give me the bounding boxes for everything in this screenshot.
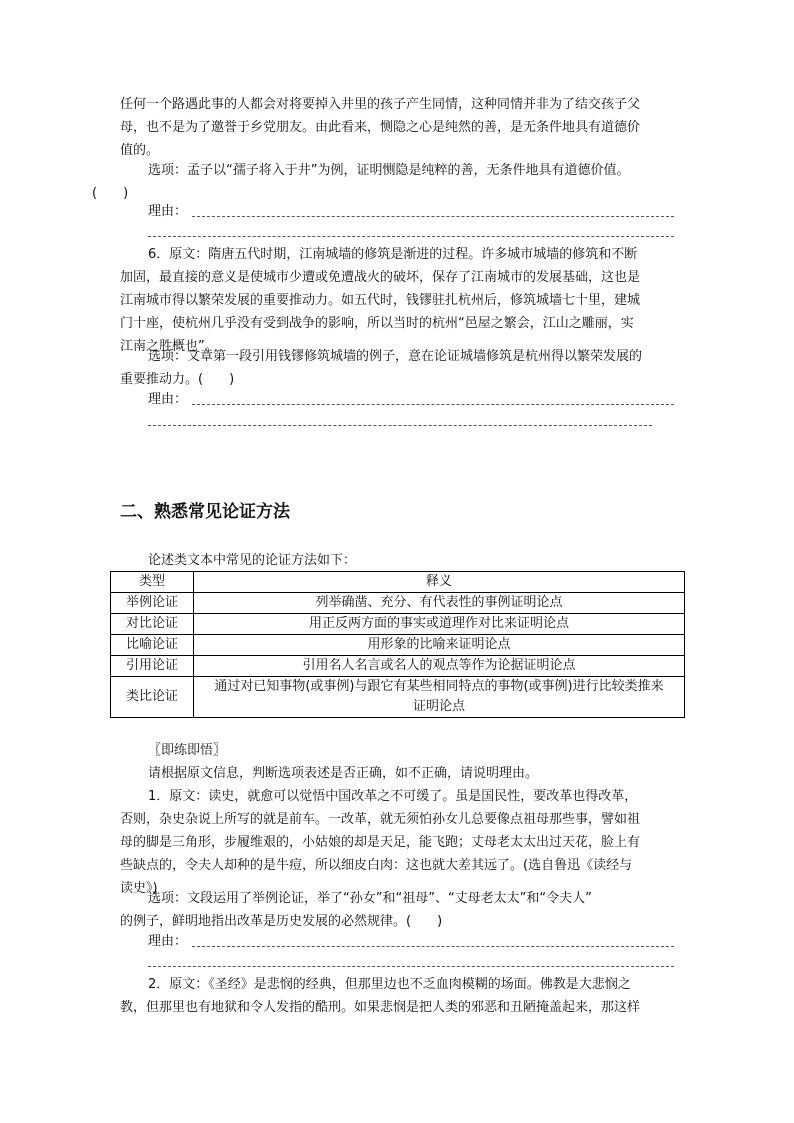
table-row [111,635,685,656]
q6-paragraph: 6．原文：隋唐五代时期，江南城墙的修筑是渐进的过程。许多城市城墙的修筑和不断 加固，最直接的意义是使城市少遭或免遭战火的破坏，保存了江南城市的发展基础，这也是 江南城市得以繁荣发展的重要推动力。如五代时，钱镠驻扎杭州后，修筑城墙七十里，建城 门十座，使杭州几乎没有受到战争的影响，所以当时的杭州“邑屋之繁会，江山之雕丽，实 江南之胜概也”。 [120,247,641,354]
q1-reason-label: 理由： [148,934,188,949]
practice-title: 〖即练即悟〗 [148,743,227,758]
method-meaning: 列举确凿、充分、有代表性的事例证明论点 [194,593,685,614]
table-row [111,656,685,677]
practice-instruction: 请根据原文信息，判断选项表述是否正确，如不正确，请说明理由。 [148,766,539,781]
q1-paragraph: 1．原文：读史，就愈可以觉悟中国改革之不可缓了。虽是国民性，要改革也得改革， 否则，杂史杂说上所写的就是前车。一改革，就无须怕孙女儿总要像点祖母那些事，譬如祖 母的脚是三角形，步履维艰的，小姑娘的却是天足，能飞跑；丈母老太太出过天花，脸上有 些缺点的，令夫人却种的是牛痘，所以细皮白肉：这也就大差其远了。(选自鲁迅《读经与 读史》) [120,789,641,896]
method-name: 举例论证 [111,593,194,614]
method-name: 类比论证 [111,677,194,718]
q6-answer-line-1[interactable] [192,404,674,405]
q5-answer-line-2[interactable] [148,236,674,237]
header-type: 类型 [111,572,194,593]
table-header-row [111,572,685,593]
q5-reason-label: 理由： [148,204,188,219]
q6-option: 选项：文章第一段引用钱镠修筑城墙的例子，意在论证城墙修筑是杭州得以繁荣发展的 重要推动力。( ) [120,349,643,387]
argument-methods-table [110,571,685,718]
q1-answer-line-1[interactable] [192,946,674,947]
q2-paragraph: 2．原文：《圣经》是悲悯的经典，但那里边也不乏血肉模糊的场面。佛教是大悲悯之 教，但那里也有地狱和令人发指的酷刑。如果悲悯是把人类的邪恶和丑陋掩盖起来，那这样 [120,977,641,1015]
method-name: 比喻论证 [111,635,194,656]
method-meaning: 用形象的比喻来证明论点 [194,635,685,656]
table-row [111,593,685,614]
q1-answer-line-2[interactable] [148,966,674,967]
table-row [111,677,685,718]
q1-option: 选项：文段运用了举例论证，举了“孙女”和“祖母”、“丈母老太太”和“令夫人” 的例子，鲜明地指出改革是历史发展的必然规律。( ) [120,891,592,929]
q6-reason-label: 理由： [148,392,188,407]
q5-answer-line-1[interactable] [192,216,674,217]
q6-answer-line-2[interactable] [148,425,652,426]
table-row [111,614,685,635]
method-name: 引用论证 [111,656,194,677]
method-meaning: 引用名人名言或名人的观点等作为论据证明论点 [194,656,685,677]
section-heading: 二、熟悉常见论证方法 [120,502,290,522]
method-meaning: 通过对已知事物(或事例)与跟它有某些相同特点的事物(或事例)进行比较类推来证明论点 [194,677,685,718]
q5-paragraph: 任何一个路遇此事的人都会对将要掉入井里的孩子产生同情，这种同情并非为了结交孩子父 母，也不是为了邀誉于乡党朋友。由此看来，恻隐之心是纯然的善，是无条件地具有道德价 值的。 [120,97,641,158]
header-meaning: 释义 [194,572,685,593]
table-intro: 论述类文本中常见的论证方法如下： [148,553,357,568]
method-name: 对比论证 [111,614,194,635]
q5-option: 选项：孟子以“孺子将入于井”为例，证明恻隐是纯粹的善，无条件地具有道德价值。 ( ) [92,163,630,201]
method-meaning: 用正反两方面的事实或道理作对比来证明论点 [194,614,685,635]
